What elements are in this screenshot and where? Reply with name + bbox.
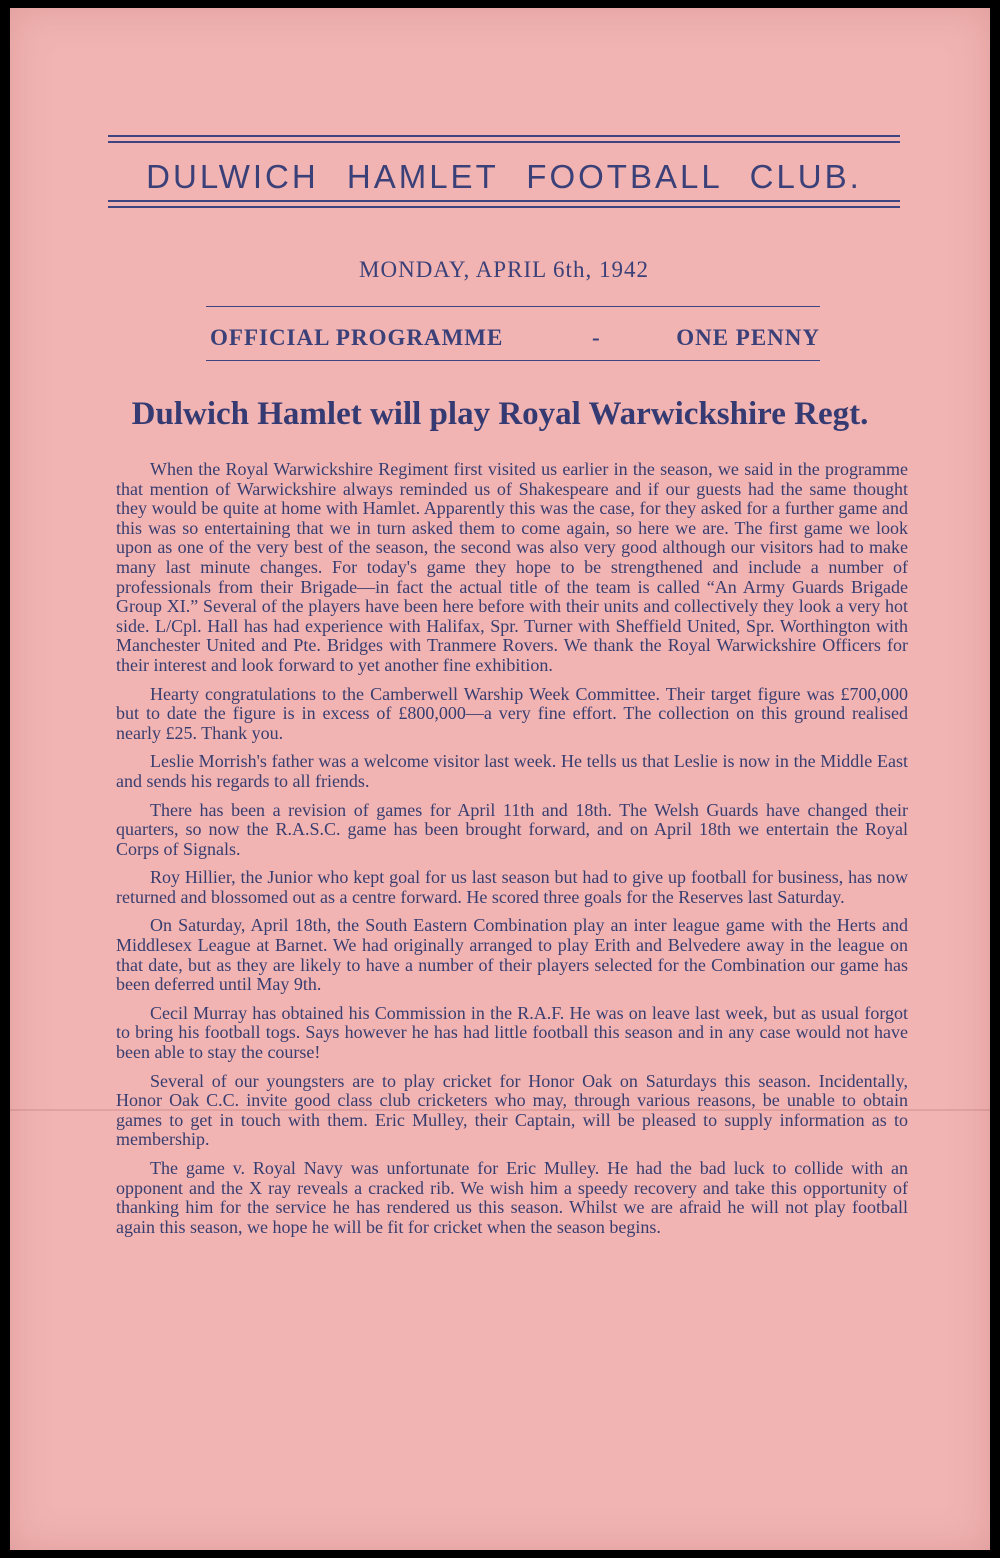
programme-sheet	[10, 8, 990, 1550]
programme-price: ONE PENNY	[676, 325, 820, 350]
paragraph-honor-oak-cricket: Several of our youngsters are to play cricket for Honor Oak on Saturdays this season. Incidentally, Honor Oak C.C. invite good class club cricketers who may, through various reasons, be unable to obtain games to get in touch with them. Eric Mulley, their Captain, will be pleased to supply information as to membership.	[116, 1070, 908, 1150]
programme-rule-bottom	[206, 360, 820, 361]
header-rule-top-1	[108, 135, 900, 137]
paragraph-fixture-revision: There has been a revision of games for April 11th and 18th. The Welsh Guards have changed their quarters, so now the R.A.S.C. game has been brought forward, and on April 18th we entertain the Royal Corps of Signals.	[116, 799, 908, 859]
club-name: DULWICH HAMLET FOOTBALL CLUB.	[146, 158, 862, 195]
programme-rule-top	[206, 306, 820, 307]
paragraph-leslie-morrish: Leslie Morrish's father was a welcome visitor last week. He tells us that Leslie is now in the Middle East and sends his regards to all friends.	[116, 751, 908, 791]
paragraph-warwickshire-visit: When the Royal Warwickshire Regiment first visited us earlier in the season, we said in the programme that mention of Warwickshire always reminded us of Shakespeare and if our guests had the same thought they would be quite at home with Hamlet. Apparently this was the case, for they asked for a further game and this was so entertaining that we in turn asked them to come again, so here we are. The first game we look upon as one of the very best of the season, the second was also very good although our visitors had to make many last minute changes. For today's game they hope to be strengthened and include a number of professionals from their Brigade—in fact the actual title of the team is called “An Army Guards Brigade Group XI.” Several of the players have been here before with their units and collectively they look a very hot side. L/Cpl. Hall has had experience with Halifax, Spr. Turner with Sheffield United, Spr. Worthington with Manchester United and Pte. Bridges with Tranmere Rovers. We thank the Royal Warwickshire Officers for their interest and look forward to yet another fine exhibition.	[116, 459, 908, 675]
programme-separator: -	[592, 325, 601, 350]
paragraph-inter-league-game: On Saturday, April 18th, the South Eastern Combination play an inter league game with the Herts and Middlesex League at Barnet. We had originally arranged to play Erith and Belvedere away in the league on that date, but as they are likely to have a number of their players selected for the Combination our game has been deferred until May 9th.	[116, 915, 908, 995]
programme-line	[206, 325, 820, 355]
paragraph-roy-hillier: Roy Hillier, the Junior who kept goal for us last season but had to give up football for business, has now returned and blossomed out as a centre forward. He scored three goals for the Reserves last Saturday.	[116, 867, 908, 907]
headline: Dulwich Hamlet will play Royal Warwickshire Regt.	[131, 396, 869, 432]
article-body	[116, 460, 908, 1246]
match-date: MONDAY, APRIL 6th, 1942	[359, 257, 649, 282]
header-rule-top-2	[108, 141, 900, 143]
paragraph-warship-week: Hearty congratulations to the Camberwell Warship Week Committee. Their target figure was £700,000 but to date the figure is in excess of £800,000—a very fine effort. The collection on this ground realised nearly £25. Thank you.	[116, 683, 908, 743]
paragraph-eric-mulley-injury: The game v. Royal Navy was unfortunate for Eric Mulley. He had the bad luck to collide with an opponent and the X ray reveals a cracked rib. We wish him a speedy recovery and take this opportunity of thanking him for the service he has rendered us this season. Whilst we are afraid he will not play football again this season, we hope he will be fit for cricket when the season begins.	[116, 1158, 908, 1237]
paragraph-cecil-murray: Cecil Murray has obtained his Commission in the R.A.F. He was on leave last week, but as usual forgot to bring his football togs. Says however he has had little football this season and in any case would not have been able to stay the course!	[116, 1002, 908, 1063]
header-rule-bottom-1	[108, 200, 900, 202]
programme-label: OFFICIAL PROGRAMME	[210, 325, 504, 350]
header-rule-bottom-2	[108, 206, 900, 208]
